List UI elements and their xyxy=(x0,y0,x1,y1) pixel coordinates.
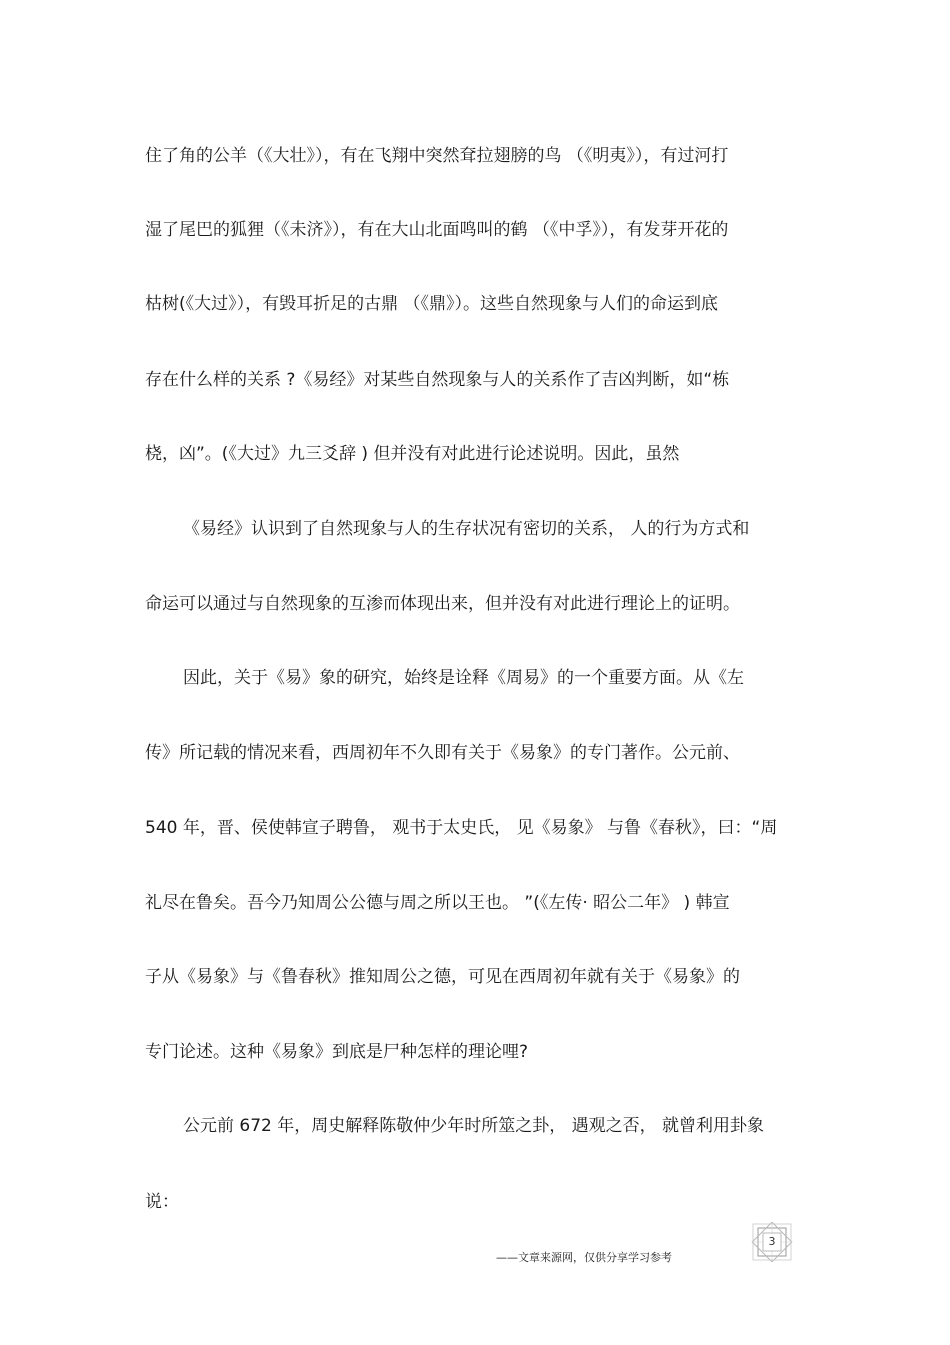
text-line: 住了角的公羊（《大壮》），有在飞翔中突然耷拉翅膀的鸟 （《明夷》），有过河打 xyxy=(145,146,729,166)
text-line: 桡，凶”。(《大过》九三爻辞 ) 但并没有对此进行论述说明。因此，虽然 xyxy=(145,444,680,464)
text-line: 因此，关于《易》象的研究，始终是诠释《周易》的一个重要方面。从《左 xyxy=(183,668,744,688)
text-line: 540 年，晋、侯使韩宣子聘鲁， 观书于太史氏， 见《易象》 与鲁《春秋》，曰：“周 xyxy=(145,818,778,838)
text-line: 说： xyxy=(145,1192,179,1212)
text-line: 枯树(《大过》），有毁耳折足的古鼎 （《鼎》）。这些自然现象与人们的命运到底 xyxy=(145,294,719,314)
text-line: 存在什么样的关系 ?《易经》对某些自然现象与人的关系作了吉凶判断，如“栋 xyxy=(145,370,730,390)
text-line: 公元前 672 年，周史解释陈敬仲少年时所筮之卦， 遇观之否， 就曾利用卦象 xyxy=(183,1116,765,1136)
text-line: 湿了尾巴的狐狸（《未济》），有在大山北面鸣叫的鹤 （《中孚》），有发芽开花的 xyxy=(145,220,729,240)
text-line: 子从《易象》与《鲁春秋》推知周公之德，可见在西周初年就有关于《易象》的 xyxy=(145,967,740,987)
footer-source-note: ——文章来源网，仅供分享学习参考 xyxy=(496,1251,672,1264)
text-line: 专门论述。这种《易象》到底是尸种怎样的理论哩? xyxy=(145,1042,529,1062)
text-line: 传》所记载的情况来看，西周初年不久即有关于《易象》的专门著作。公元前、 xyxy=(145,743,740,763)
text-line: 命运可以通过与自然现象的互渗而体现出来，但并没有对此进行理论上的证明。 xyxy=(145,594,740,614)
page-number: 3 xyxy=(768,1235,776,1248)
text-line: 《易经》认识到了自然现象与人的生存状况有密切的关系， 人的行为方式和 xyxy=(183,519,750,539)
text-line: 礼尽在鲁矣。吾今乃知周公公德与周之所以王也。 ”(《左传· 昭公二年》 ) 韩宣 xyxy=(145,893,730,913)
page-number-badge xyxy=(749,1222,795,1262)
